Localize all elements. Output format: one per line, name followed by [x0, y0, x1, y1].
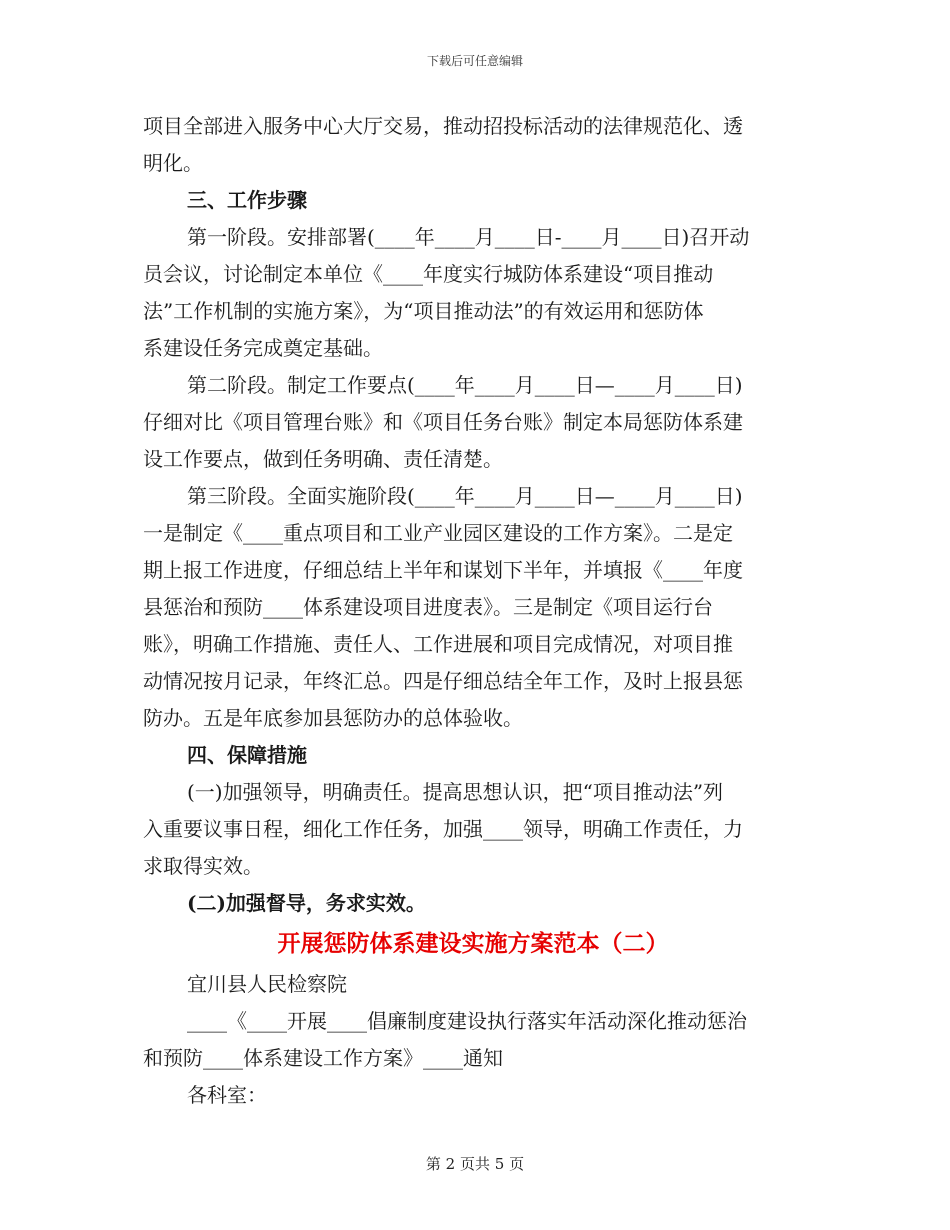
body-line: (一)加强领导，明确责任。提高思想认识，把“项目推动法”列 — [187, 780, 724, 804]
body-line: 项目全部进入服务中心大厅交易，推动招投标活动的法律规范化、透 — [143, 114, 743, 138]
body-line: 第三阶段。全面实施阶段(____年____月____日—____月____日) — [187, 484, 743, 508]
body-line: 第二阶段。制定工作要点(____年____月____日—____月____日) — [187, 373, 743, 397]
body-line: 法”工作机制的实施方案》，为“项目推动法”的有效运用和惩防体 — [143, 299, 704, 323]
body-line: 防办。五是年底参加县惩防办的总体验收。 — [143, 706, 523, 730]
body-line: 第一阶段。安排部署(____年____月____日-____月____日)召开动 — [187, 225, 750, 249]
body-line: 明化。 — [143, 151, 203, 175]
section-title: 开展惩防体系建设实施方案范本（二） — [277, 930, 669, 957]
header-note: 下载后可任意编辑 — [426, 54, 523, 68]
body-line: ____《____开展____倡廉制度建设执行落实年活动深化推动惩治 — [187, 1009, 747, 1033]
body-line: 系建设任务完成奠定基础。 — [143, 336, 383, 360]
organization-name: 宜川县人民检察院 — [187, 972, 347, 996]
body-line: 求取得实效。 — [143, 854, 263, 878]
section-heading: 三、工作步骤 — [187, 188, 307, 212]
body-line: 动情况按月记录，年终汇总。四是仔细总结全年工作，及时上报县惩 — [143, 669, 743, 693]
body-line: 入重要议事日程，细化工作任务，加强____领导，明确工作责任，力 — [143, 817, 743, 841]
body-line: 仔细对比《项目管理台账》和《项目任务台账》制定本局惩防体系建 — [143, 410, 743, 434]
subsection-heading: (二)加强督导，务求实效。 — [187, 891, 426, 915]
body-line: 期上报工作进度，仔细总结上半年和谋划下半年，并填报《____年度 — [143, 558, 743, 582]
document-body — [143, 108, 803, 1114]
body-line: 县惩治和预防____体系建设项目进度表》。三是制定《项目运行台 — [143, 595, 713, 619]
body-line: 和预防____体系建设工作方案》____通知 — [143, 1046, 503, 1070]
salutation: 各科室： — [187, 1083, 267, 1107]
body-line: 员会议，讨论制定本单位《____年度实行城防体系建设“项目推动 — [143, 262, 714, 286]
body-line: 账》，明确工作措施、责任人、工作进展和项目完成情况，对项目推 — [143, 632, 733, 656]
section-heading: 四、保障措施 — [187, 743, 307, 767]
body-line: 一是制定《____重点项目和工业产业园区建设的工作方案》。二是定 — [143, 521, 733, 545]
page-number: 第 2 页共 5 页 — [425, 1155, 525, 1173]
body-line: 设工作要点，做到任务明确、责任清楚。 — [143, 447, 503, 471]
